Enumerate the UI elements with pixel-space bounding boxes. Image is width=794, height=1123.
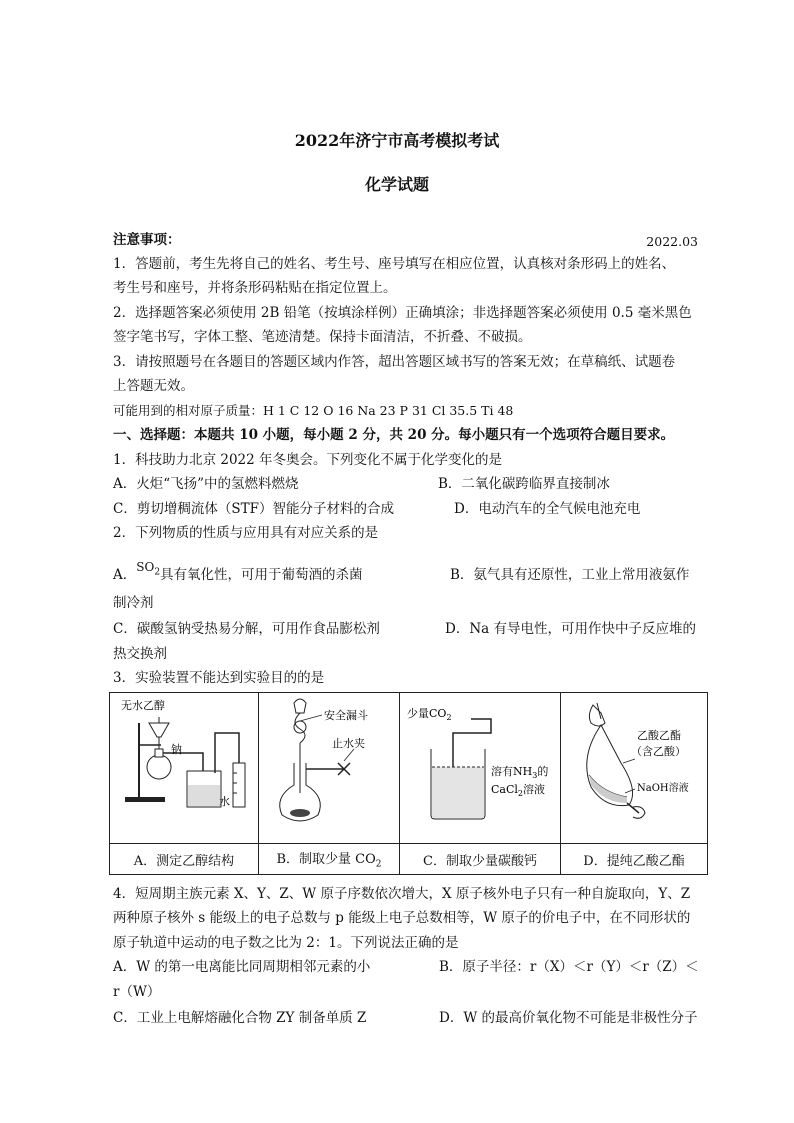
q4-option-a: A．W 的第一电离能比同周期相邻元素的小 (113, 959, 371, 975)
atomic-masses: 可能用到的相对原子质量：H 1 C 12 O 16 Na 23 P 31 Cl 35.5 Ti 48 (113, 403, 514, 418)
note-line: 3．请按照题号在各题目的答题区域内作答，超出答题区域书写的答案无效；在草稿纸、试题卷 (113, 354, 676, 370)
question-4-options-row1 (113, 958, 703, 976)
label-safety-funnel: 安全漏斗 (324, 709, 368, 722)
question-2-options-row1 (113, 560, 703, 589)
figure-c (400, 693, 561, 844)
caption-c: C．制取少量碳酸钙 (400, 844, 561, 875)
label-cacl2-solution: CaCl$_2$溶液 (491, 783, 546, 798)
q4-option-d: D．W 的最高价氧化物不可能是非极性分子 (439, 1010, 698, 1026)
note-line: 签字笔书写，字体工整、笔迹清楚。保持卡面清洁，不折叠、不破损。 (113, 329, 532, 345)
question-2-options-row2 (113, 620, 703, 638)
caption-a: A．测定乙醇结构 (110, 844, 259, 875)
label-ethyl-acetate: 乙酸乙酯 (637, 729, 681, 742)
exam-date: 2022.03 (646, 234, 698, 249)
q2-option-a: A．$SO_2$具有氧化性，可用于葡萄酒的杀菌 (113, 560, 363, 583)
note-line: 1．答题前，考生先将自己的姓名、考生号、座号填写在相应位置，认真核对条形码上的姓名、 (113, 256, 676, 272)
exam-title: 2022年济宁市高考模拟考试 (294, 131, 500, 150)
q1-option-d: D．电动汽车的全气候电池充电 (454, 501, 641, 517)
question-2-stem: 2．下列物质的性质与应用具有对应关系的是 (113, 525, 379, 541)
q1-option-c: C．剪切增稠流体（STF）智能分子材料的合成 (113, 501, 394, 517)
q4-option-b-continued: r（W） (113, 984, 161, 1000)
label-small-co2: 少量$CO_2$ (407, 707, 452, 722)
q1-option-a: A．火炬“飞扬”中的氢燃料燃烧 (113, 476, 299, 492)
figure-d (561, 693, 708, 844)
question-1-stem: 1．科技助力北京 2022 年冬奥会。下列变化不属于化学变化的是 (113, 452, 503, 468)
safety-funnel-apparatus-diagram (260, 693, 398, 839)
label-water: 水 (219, 795, 230, 808)
note-line: 考生号和座号，并将条形码粘贴在指定位置上。 (113, 280, 397, 296)
caption-d: D．提纯乙酸乙酯 (561, 844, 708, 875)
question-4-options-row2 (113, 1009, 703, 1027)
label-dissolved-nh3: 溶有$NH_3$的 (491, 765, 549, 780)
section-heading: 一、选择题：本题共 10 小题，每小题 2 分，共 20 分。每小题只有一个选项符合题目要求。 (113, 427, 675, 443)
figure-a (110, 693, 259, 844)
subject-title: 化学试题 (364, 175, 429, 194)
q2-option-d: D．Na 有导电性，可用作快中子反应堆的 (445, 621, 696, 637)
q2-option-d-continued: 热交换剂 (113, 646, 167, 662)
q2-option-b-continued: 制冷剂 (113, 595, 154, 611)
label-sodium: 钠 (171, 743, 182, 756)
question-1-options-row2 (113, 500, 703, 518)
q4-option-b: B．原子半径：r（X）＜r（Y）＜r（Z）＜ (439, 959, 699, 975)
notes-heading: 注意事项： (113, 232, 181, 248)
question-4-stem-line: 原子轨道中运动的电子数之比为 2：1。下列说法正确的是 (113, 935, 459, 951)
q4-option-c: C．工业上电解熔融化合物 ZY 制备单质 Z (113, 1010, 367, 1026)
q1-option-b: B．二氧化碳跨临界直接制冰 (438, 476, 610, 492)
label-naoh-solution: NaOH溶液 (637, 783, 689, 794)
question-4-stem-line: 两种原子核外 s 能级上的电子总数与 p 能级上电子总数相等，W 原子的价电子中，在不同形状的 (113, 910, 691, 926)
label-contains-acetic-acid: （含乙酸） (631, 745, 686, 758)
question-3-stem: 3．实验装置不能达到实验目的的是 (113, 670, 325, 686)
ethanol-sodium-apparatus-diagram (111, 693, 257, 839)
question-4-stem-line: 4．短周期主族元素 X、Y、Z、W 原子序数依次增大，X 原子核外电子只有一种自旋取向，Y、Z (113, 886, 691, 902)
co2-into-cacl2-diagram (401, 693, 559, 839)
label-anhydrous-ethanol: 无水乙醇 (121, 699, 165, 712)
q2-option-c: C．碳酸氢钠受热易分解，可用作食品膨松剂 (113, 621, 380, 637)
apparatus-table (109, 692, 708, 875)
figure-b (259, 693, 400, 844)
note-line: 上答题无效。 (113, 378, 194, 394)
note-line: 2．选择题答案必须使用 2B 铅笔（按填涂样例）正确填涂；非选择题答案必须使用 0.5 毫米黑色 (113, 305, 692, 321)
label-water-clamp: 止水夹 (332, 737, 365, 750)
q2-option-b: B．氨气具有还原性，工业上常用液氨作 (450, 567, 690, 583)
question-1-options-row1 (113, 475, 703, 493)
separatory-funnel-diagram (561, 693, 707, 839)
caption-b: B．制取少量 $CO_2$ (259, 844, 400, 875)
